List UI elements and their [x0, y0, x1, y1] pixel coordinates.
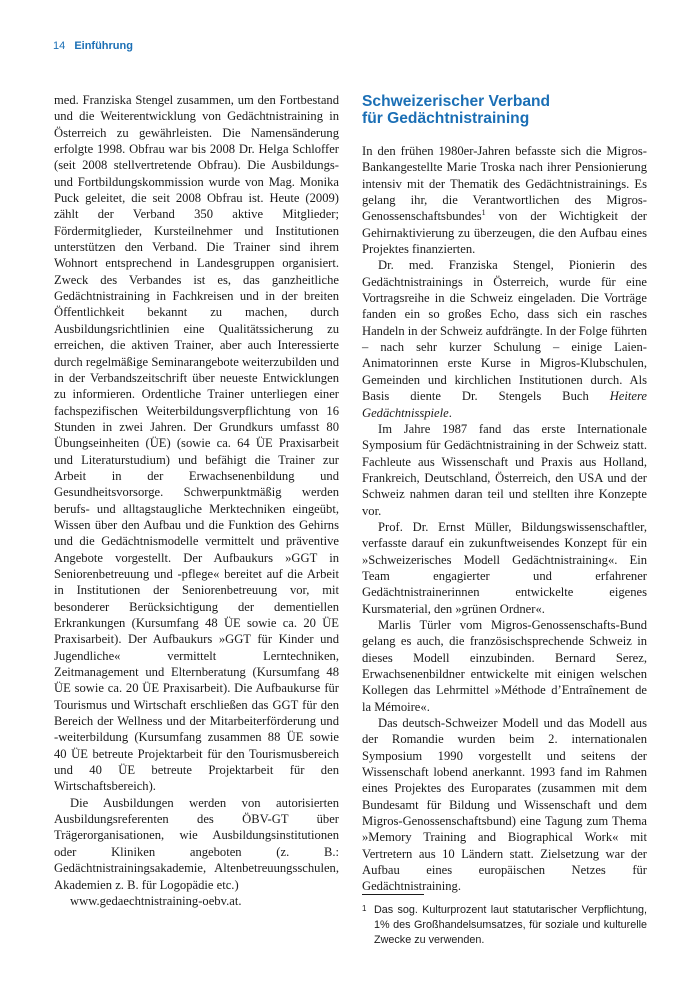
footnote-mark: 1 [362, 904, 367, 913]
paragraph-training-providers: Die Ausbildungen werden von autorisierten Ausbildungsreferenten des ÖBV-GT über Trägerorganisationen, wie Ausbildungsinstitutionen oder Kliniken angeboten (z. B.: Gedächtnistrainingsakademie, Altenbetreuungsschulen, Akademien z. B. für Logopädie etc.) [54, 795, 339, 892]
paragraph-tuerler: Marlis Türler vom Migros-Genossenschafts-Bund gelang es auch, die französischsprechende Schweiz in dieses Modell einzubinden. Bernard Serez, Erwachsenenbildner entwickelte mit einigen welschen Kollegen das Lehrmittel »Méthode d’Entraînement de la Mémoire«. [362, 617, 647, 714]
website-reference: www.gedaechtnistraining-oebv.at. [70, 893, 242, 908]
paragraph-stengel-end: . [448, 405, 452, 420]
paragraph-stengel-text: Dr. med. Franziska Stengel, Pionierin des Gedächtnistrainings in Österreich, wurde für eine Vortragsreihe in die Schweiz eingeladen. Die Vorträge fanden ein so großes Echo, dass sich ein rasches Handeln in der Schweiz aufdrängte. In der Folge führten – nach sehr kurzer Schulung – einige Laien-Animatorinnen erste Kurse in Migros-Klubschulen, Gemeinden und kirchlichen Institutionen durch. Als Basis diente Dr. Stengels Buch [362, 258, 648, 404]
footnote-reference[interactable]: 1 [481, 208, 486, 218]
running-head [53, 40, 133, 52]
paragraph-symposium-1990: Das deutsch-Schweizer Modell und das Modell aus der Romandie wurden beim 2. internationalen Symposium 1990 vorgestellt und seitens der Wissenschaft lobend anerkannt. 1993 fand im Rahmen eines Projektes des Europarates (zusammen mit dem Bundesamt für Bildung und Wissenschaft und dem Migros-Genossenschaftsbund) eine Tagung zum Thema »Memory Training and Biographical Work« mit Vertretern aus 10 Ländern statt. Zielsetzung war der Aufbau eines europäischen Netzes für Gedächtnistraining. [362, 716, 647, 894]
section-heading-line-2: für Gedächtnistraining [362, 110, 530, 127]
paragraph-early-history [362, 143, 647, 257]
page-number: 14 [53, 40, 66, 52]
book-title: Heitere Gedächtnisspiele [362, 389, 647, 420]
footnote-divider [362, 894, 424, 895]
paragraph-symposium-1987: Im Jahre 1987 fand das erste Internationale Symposium für Gedächtnistraining in der Schweiz statt. Fachleute aus Wissenschaft und Praxis aus Holland, Frankreich, Deutschland, Österreich, den USA und der Schweiz nahmen daran teil und stellten ihre Konzepte vor. [362, 421, 647, 518]
section-title: Einführung [74, 40, 133, 52]
paragraph-mueller: Prof. Dr. Ernst Müller, Bildungswissenschaftler, verfasste darauf ein zukunftweisendes Konzept für ein »Schweizerisches Modell Gedächtnistraining«. Ein Team engagierter und erfahrener Gedächtnistrainerinnen entwickelte eigenes Kursmaterial, den »grünen Ordner«. [362, 519, 647, 616]
paragraph-stengel [362, 257, 647, 420]
footnote [362, 903, 647, 947]
section-heading [362, 93, 647, 127]
section-heading-line-1: Schweizerischer Verband [362, 93, 551, 110]
right-column [362, 92, 647, 895]
paragraph-early-history-text: In den frühen 1980er-Jahren befasste sich die Migros-Bankangestellte Marie Troska nach ihrer Pensionierung intensiv mit der Thematik des Gedächtnistrainings. Es gelang ihr, die Verantwortlichen des Migros-Genossenschaftsbundes [362, 144, 647, 224]
paragraph-oebv-history: med. Franziska Stengel zusammen, um den Fortbestand und die Weiterentwicklung von Gedächtnistraining in Österreich zu gewährleisten. Die Namensänderung erfolgte 1998. Obfrau war bis 2008 Dr. Helga Schloffer (seit 2008 stellvertretende Obfrau). Die Ausbildungs- und Fortbildungskommission wurde von Mag. Monika Puck geleitet, die seit 2008 Obfrau ist. Heute (2009) zählt der Verband 350 aktive Mitglieder; Fördermitglieder, Kursteilnehmer und Institutionen unterstützen den Verband. Die Trainer sind ihrem Wohnort entsprechend in Landesgruppen organisiert. Zweck des Verbandes ist es, das ganzheitliche Gedächtnistraining in Fachkreisen und in der breiten Öffentlichkeit bekannt zu machen, durch Ausbildungsrichtlinien eine Qualitätssicherung zu erreichen, die aktiven Trainer, aber auch Interessierte durch regelmäßige Seminarangebote weiterzubilden und in der Verbandszeitschrift über neueste Entwicklungen zu informieren. Ordentliche Trainer unterliegen einer fachspezifischen Weiterbildungsverpflichtung von 16 Stunden in zwei Jahren. Der Grundkurs umfasst 80 Übungseinheiten (ÜE) (sowie ca. 64 ÜE Praxisarbeit und Literaturstudium) und befähigt die Trainer zur Arbeit in der Erwachsenenbildung und Gesundheitsvorsorge. Schwerpunktmäßig werden berufs- und alltagstaugliche Merktechniken eingeübt, Wissen über den Aufbau und die Funktion des Gehirns und die Gedächtnismodelle vermittelt und präventive Angebote vorgestellt. Der Aufbaukurs »GGT in Seniorenbetreuung und -pflege« bereitet auf die Arbeit in Institutionen der Seniorenbetreuung vor, mit besonderer Berücksichtigung der dementiellen Erkrankungen (Kursumfang 48 ÜE sowie ca. 20 ÜE Praxisarbeit). Der Aufbaukurs »GGT für Kinder und Jugendliche« vermittelt Lerntechniken, Zeitmanagement und Elternberatung (Kursumfang 48 ÜE sowie ca. 20 ÜE Praxisarbeit). Die Aufbaukurse für Tourismus und Wirtschaft erschließen das GGT für den Bereich der Wellness und der Mitarbeiterförderung und -weiterbildung (Kursumfang zusammen 88 ÜE sowie 40 ÜE betreute Projektarbeit für den Tourismusbereich und 40 ÜE betreute Projektarbeit für den Wirtschaftsbereich). [54, 93, 339, 794]
paragraph-early-history-text-end: von der Wichtigkeit der Gehirnaktivierung zu überzeugen, die den Aufbau eines Projektes finanzierten. [362, 209, 647, 257]
footnote-text: Das sog. Kulturprozent laut statutarischer Verpflichtung, 1% des Großhandelsumsatzes, für soziale und kulturelle Zwecke zu verwenden. [374, 904, 647, 946]
left-column [54, 92, 339, 909]
